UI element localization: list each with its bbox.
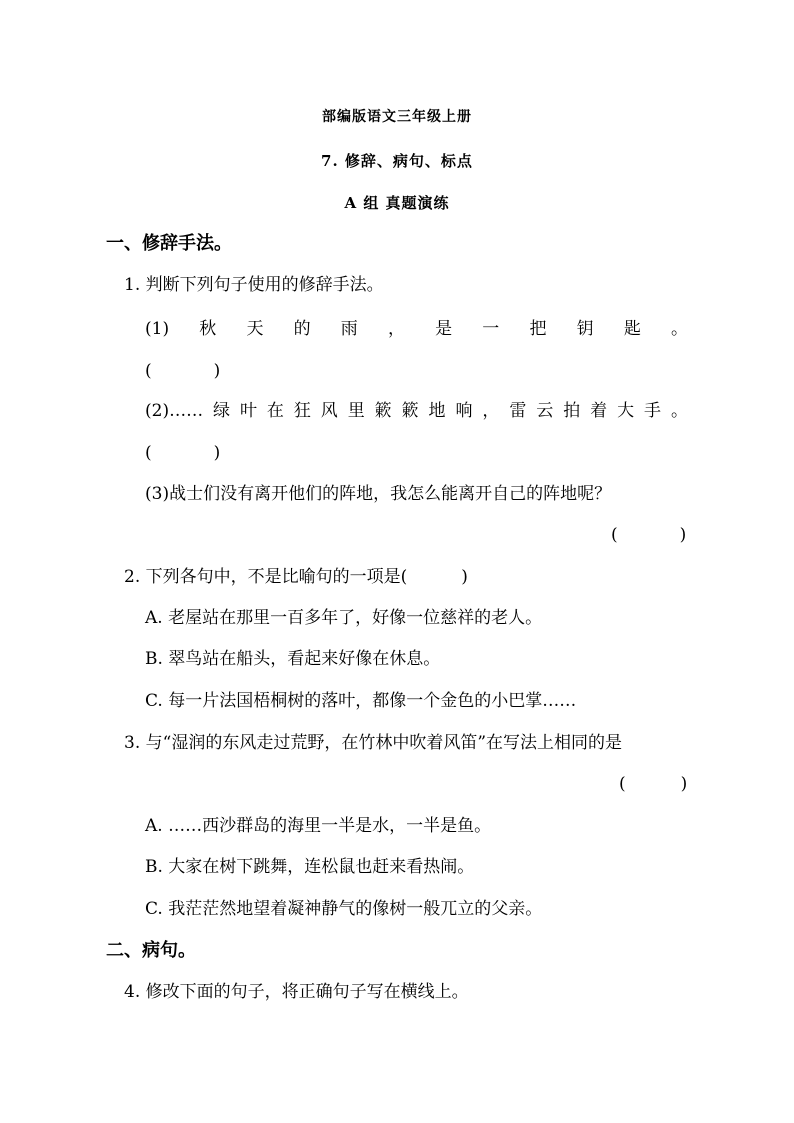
paren-close: ) [461, 567, 468, 587]
paren-open: ( [611, 525, 618, 545]
sentence-char: 里 [347, 401, 365, 421]
sentence-char: 在 [266, 401, 284, 421]
question-3-option-a[interactable]: A. ……西沙群岛的海里一半是水，一半是鱼。 [145, 816, 492, 836]
paren-close: ) [213, 443, 221, 463]
sentence-char: 匙 [623, 319, 641, 339]
sentence-char: 钥 [576, 319, 594, 339]
question-1-item-3: (3)战士们没有离开他们的阵地，我怎么能离开自己的阵地呢？ [145, 484, 612, 504]
paren-close: ) [213, 361, 221, 381]
answer-blank-q3[interactable] [619, 773, 687, 795]
paren-open: ( [619, 774, 626, 794]
question-1-item-1 [145, 318, 688, 340]
question-1-stem: 1. 判断下列句子使用的修辞手法。 [124, 275, 384, 295]
question-2-option-a[interactable]: A. 老屋站在那里一百多年了，好像一位慈祥的老人。 [145, 608, 543, 628]
sentence-char: 手 [644, 401, 662, 421]
paren-close: ) [680, 774, 688, 794]
document-title: 部编版语文三年级上册 [322, 109, 472, 125]
question-3-option-b[interactable]: B. 大家在树下跳舞，连松鼠也赶来看热闹。 [145, 857, 475, 877]
sentence-char: 绿 [213, 401, 231, 421]
sentence-char: 一 [482, 319, 500, 339]
group-title: A 组 真题演练 [344, 194, 450, 212]
paren-open: ( [145, 361, 152, 381]
question-2-option-b[interactable]: B. 翠鸟站在船头，看起来好像在休息。 [145, 649, 441, 669]
question-2-stem [124, 566, 468, 588]
sentence-char: 是 [435, 319, 453, 339]
question-3-option-c[interactable]: C. 我茫茫然地望着凝神静气的像树一般兀立的父亲。 [145, 899, 543, 919]
paren-close: ) [679, 525, 687, 545]
sentence-char: 风 [320, 401, 338, 421]
sentence-char: ， [387, 319, 405, 339]
section-heading-rhetoric: 一、修辞手法。 [106, 233, 232, 254]
question-1-item-2 [145, 400, 688, 422]
question-3-stem: 3. 与“湿润的东风走过荒野，在竹林中吹着风笛”在写法上相同的是 [124, 733, 623, 753]
sentence-char: 拍 [563, 401, 581, 421]
sentence-char: 云 [536, 401, 554, 421]
sentence-char: 簌 [401, 401, 419, 421]
sentence-char: 雷 [509, 401, 527, 421]
sentence-char: 大 [617, 401, 635, 421]
answer-blank-2[interactable] [145, 442, 220, 464]
answer-blank-1[interactable] [145, 360, 220, 382]
sentence-char: 。 [670, 401, 688, 421]
lesson-title: 7. 修辞、病句、标点 [321, 152, 473, 170]
sentence-char: 狂 [293, 401, 311, 421]
sentence-char: ， [482, 401, 500, 421]
sentence-char: (1) [145, 319, 170, 339]
sentence-char: (2)…… [145, 401, 204, 421]
sentence-char: 叶 [239, 401, 257, 421]
question-2-option-c[interactable]: C. 每一片法国梧桐树的落叶，都像一个金色的小巴掌…… [145, 691, 577, 711]
sentence-char: 着 [590, 401, 608, 421]
sentence-char: 簌 [374, 401, 392, 421]
sentence-char: 地 [428, 401, 446, 421]
sentence-char: 响 [455, 401, 473, 421]
sentence-char: 雨 [340, 319, 358, 339]
sentence-char: 天 [246, 319, 264, 339]
question-4-stem: 4. 修改下面的句子，将正确句子写在横线上。 [124, 982, 469, 1002]
section-heading-sentence-errors: 二、病句。 [106, 940, 196, 961]
paren-open: ( [145, 443, 152, 463]
sentence-char: 把 [529, 319, 547, 339]
sentence-char: 。 [670, 319, 688, 339]
answer-blank-3[interactable] [611, 524, 686, 546]
sentence-char: 秋 [199, 319, 217, 339]
sentence-char: 的 [293, 319, 311, 339]
question-2-text: 2. 下列各句中，不是比喻句的一项是( [124, 567, 408, 587]
